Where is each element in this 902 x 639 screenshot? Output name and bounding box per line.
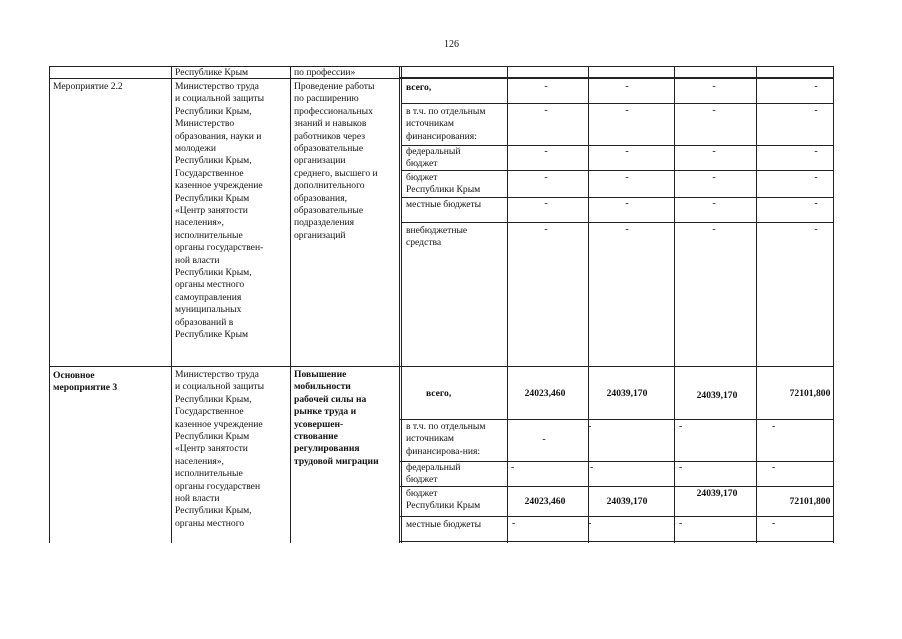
funding-label: Республики Крым [406,184,481,196]
funding-value: - [712,105,716,116]
funding-value: - [542,434,546,445]
funding-label: финансирования: [406,130,477,142]
funding-value: 72101,800 [789,496,831,507]
funding-value: - [772,462,776,473]
funding-value: - [588,518,592,529]
funding-label: финансирова-ния: [406,445,481,457]
page-number: 126 [444,39,459,50]
funding-value: - [814,224,818,235]
row0-col3: по профессии» [294,67,356,78]
funding-value: - [814,105,818,116]
funding-label: местные бюджеты [406,199,482,210]
funding-label: бюджет [406,172,438,183]
funding-label: всего, [426,388,452,399]
row1-event: Мероприятие 2.2 [53,81,123,92]
funding-value: - [712,224,716,235]
funding-value: - [679,518,683,529]
funding-label: федеральный [406,146,461,157]
funding-value: - [625,198,629,209]
funding-label: бюджет [406,474,438,486]
funding-value: - [625,146,629,157]
funding-value: - [712,198,716,209]
funding-value: 24039,170 [606,388,648,399]
funding-value: - [712,81,716,92]
funding-value: - [814,172,818,183]
funding-value: - [772,518,776,529]
funding-label: в т.ч. по отдельным [406,421,486,432]
funding-value: - [814,81,818,92]
funding-label: внебюджетные [406,225,468,236]
funding-label: местные бюджеты [406,519,482,530]
funding-value: 24023,460 [524,496,566,507]
funding-value: 24023,460 [524,388,566,399]
funding-value: - [679,462,683,473]
funding-value: 24039,170 [696,488,738,499]
funding-value: - [814,146,818,157]
funding-value: - [625,81,629,92]
funding-value: - [511,462,515,473]
funding-label: источникам [406,433,454,445]
funding-value: - [544,105,548,116]
funding-value: - [544,172,548,183]
funding-label: средства [406,237,442,249]
funding-label: всего, [406,82,432,93]
funding-value: - [772,421,776,432]
funding-value: - [544,81,548,92]
funding-value: - [625,172,629,183]
funding-value: - [588,421,592,432]
funding-value: - [679,421,683,432]
funding-value: 24039,170 [696,390,738,401]
funding-label: в т.ч. по отдельным [406,106,486,117]
funding-label: Республики Крым [406,500,481,512]
funding-value: - [625,224,629,235]
row0-col2: Республике Крым [175,67,249,78]
funding-value: - [544,146,548,157]
funding-label: бюджет [406,488,438,499]
funding-value: - [544,198,548,209]
funding-value: - [512,518,516,529]
funding-value: - [625,105,629,116]
funding-label: бюджет [406,158,438,170]
funding-value: 72101,800 [789,388,831,399]
funding-value: - [712,146,716,157]
funding-label: источникам [406,118,454,130]
funding-label: федеральный [406,462,461,473]
funding-value: - [712,172,716,183]
funding-value: 24039,170 [606,496,648,507]
funding-value: - [544,224,548,235]
funding-value: - [814,198,818,209]
funding-value: - [590,462,594,473]
